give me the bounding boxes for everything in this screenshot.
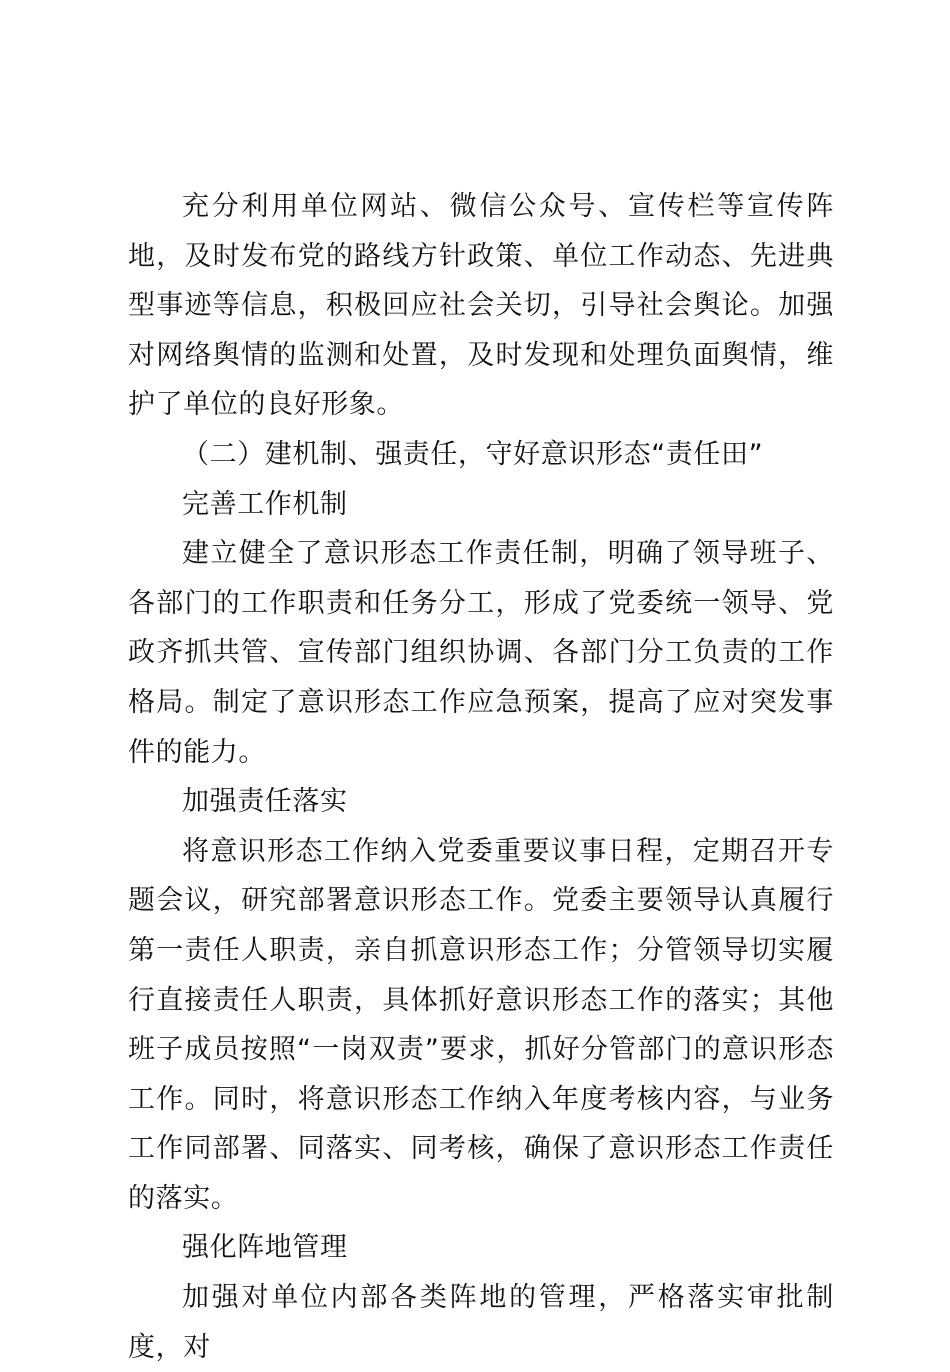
subheading-responsibility-implementation: 加强责任落实 (182, 786, 348, 818)
paragraph-responsibility-implementation: 将意识形态工作纳入党委重要议事日程，定期召开专题会议，研究部署意识形态工作。党委主要领导认真履行第一责任人职责，亲自抓意识形态工作；分管领导切实履行直接责任人职责，具体抓好意识形态工作的落实；其他班子成员按照“一岗双责”要求，抓好分管部门的意识形态工作。同时，将意识形态工作纳入年度考核内容，与业务工作同部署、同落实、同考核，确保了意识形态工作责任的落实。 (128, 835, 834, 1214)
subheading-position-management: 强化阵地管理 (182, 1232, 348, 1264)
paragraph-publicity-channels: 充分利用单位网站、微信公众号、宣传栏等宣传阵地，及时发布党的路线方针政策、单位工作动态、先进典型事迹等信息，积极回应社会关切，引导社会舆论。加强对网络舆情的监测和处置，及时发现和处理负面舆情，维护了单位的良好形象。 (128, 191, 834, 421)
paragraph-position-management: 加强对单位内部各类阵地的管理，严格落实审批制度，对 (128, 1282, 834, 1363)
paragraph-responsibility-system: 建立健全了意识形态工作责任制，明确了领导班子、各部门的工作职责和任务分工，形成了党委统一领导、党政齐抓共管、宣传部门组织协调、各部门分工负责的工作格局。制定了意识形态工作应急预案，提高了应对突发事件的能力。 (128, 538, 834, 768)
subheading-work-mechanism: 完善工作机制 (182, 488, 348, 520)
section-heading-mechanism: （二）建机制、强责任，守好意识形态“责任田” (182, 438, 764, 470)
document-body (128, 182, 834, 1372)
